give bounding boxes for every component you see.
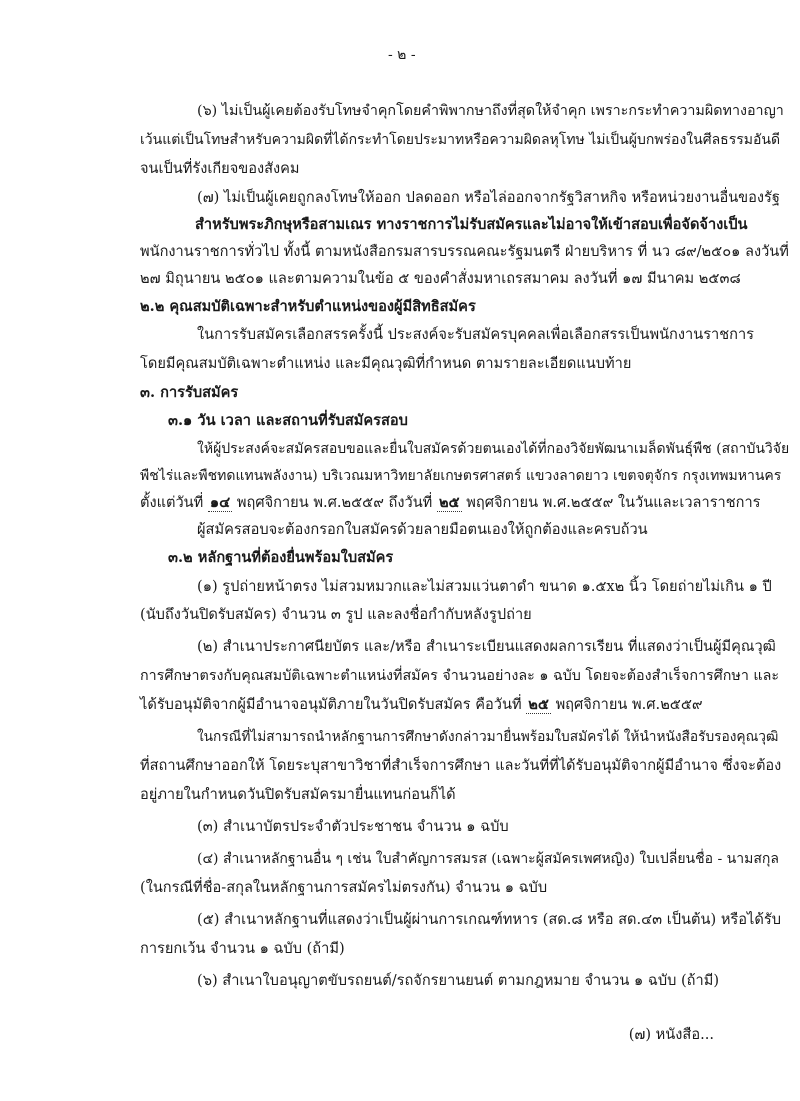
item-1-line-1: (๑) รูปถ่ายหน้าตรง ไม่สวมหมวกและไม่สวมแว่นตาดำ ขนาด ๑.๕x๒ นิ้ว โดยถ่ายไม่เกิน ๑ ปี xyxy=(197,578,772,595)
note-line-3: อยู่ภายในกำหนดวันปิดรับสมัครมายื่นแทนก่อนก็ได้ xyxy=(140,786,456,803)
item-1-line-2: (นับถึงวันปิดรับสมัคร) จำนวน ๓ รูป และลงชื่อกำกับหลังรูปถ่าย xyxy=(140,606,532,623)
item-2-1-7-line-2: สำหรับพระภิกษุหรือสามเณร ทางราชการไม่รับสมัครและไม่อาจให้เข้าสอบเพื่อจัดจ้างเป็น xyxy=(195,216,748,233)
item-2-line-1: (๒) สำเนาประกาศนียบัตร และ/หรือ สำเนาระเบียนแสดงผลการเรียน ที่แสดงว่าเป็นผู้มีคุณวุฒิ xyxy=(197,638,776,655)
date-to: ๒๕ xyxy=(438,494,460,511)
section-3-1-line-2: พืชไร่และพืชทดแทนพลังงาน) บริเวณมหาวิทยาลัยเกษตรศาสตร์ แขวงลาดยาว เขตจตุจักร กรุงเทพมหานคร xyxy=(140,468,782,484)
item-5-line-2: การยกเว้น จำนวน ๑ ฉบับ (ถ้ามี) xyxy=(140,940,345,957)
note-line-2: ที่สถานศึกษาออกให้ โดยระบุสาขาวิชาที่สำเร็จการศึกษา และวันที่ที่ได้รับอนุมัติจากผู้มีอำนาจ ซึ่งจะต้อง xyxy=(140,757,782,774)
line-3-suffix: พฤศจิกายน พ.ศ.๒๕๕๙ ในวันและเวลาราชการ xyxy=(466,494,761,511)
item-6: (๖) สำเนาใบอนุญาตขับรถยนต์/รถจักรยานยนต์ ตามกฎหมาย จำนวน ๑ ฉบับ (ถ้ามี) xyxy=(197,972,720,989)
closing-date: ๒๕ xyxy=(528,696,549,713)
item-3: (๓) สำเนาบัตรประจำตัวประชาชน จำนวน ๑ ฉบับ xyxy=(197,818,509,835)
item-2-1-7-line-1: (๗) ไม่เป็นผู้เคยถูกลงโทษให้ออก ปลดออก หรือไล่ออกจากรัฐวิสาหกิจ หรือหน่วยงานอื่นของรัฐ xyxy=(197,189,780,206)
section-3-1-line-3 xyxy=(140,494,761,512)
section-2-2-heading: ๒.๒ คุณสมบัติเฉพาะสำหรับตำแหน่งของผู้มีสิทธิสมัคร xyxy=(140,298,476,315)
item-2-1-6-line-1: (๖) ไม่เป็นผู้เคยต้องรับโทษจำคุกโดยคำพิพากษาถึงที่สุดให้จำคุก เพราะกระทำความผิดทางอาญา xyxy=(197,103,784,119)
date-from: ๑๔ xyxy=(209,494,231,511)
section-3-1-line-1: ให้ผู้ประสงค์จะสมัครสอบขอและยื่นใบสมัครด้วยตนเองได้ที่กองวิจัยพัฒนาเมล็ดพันธุ์พืช (สถาบันวิจัย xyxy=(197,441,790,457)
item-4-line-1: (๔) สำเนาหลักฐานอื่น ๆ เช่น ใบสำคัญการสมรส (เฉพาะผู้สมัครเพศหญิง) ใบเปลี่ยนชื่อ - นามสกุล xyxy=(197,851,779,867)
section-2-2-line-2: โดยมีคุณสมบัติเฉพาะตำแหน่ง และมีคุณวุฒิที่กำหนด ตามรายละเอียดแนบท้าย xyxy=(140,355,632,372)
section-2-2-line-1: ในการรับสมัครเลือกสรรครั้งนี้ ประสงค์จะรับสมัครบุคคลเพื่อเลือกสรรเป็นพนักงานราชการ xyxy=(197,326,754,343)
item-2-1-6-line-3: จนเป็นที่รังเกียจของสังคม xyxy=(140,160,300,177)
line-3-prefix: ตั้งแต่วันที่ xyxy=(140,494,204,511)
item-2-line-3 xyxy=(140,696,703,714)
item-2-line-3-suffix: พฤศจิกายน พ.ศ.๒๕๕๙ xyxy=(555,696,703,713)
item-2-line-2: การศึกษาตรงกับคุณสมบัติเฉพาะตำแหน่งที่สมัคร จำนวนอย่างละ ๑ ฉบับ โดยจะต้องสำเร็จการศึกษา และ xyxy=(140,668,780,684)
section-3-1-heading: ๓.๑ วัน เวลา และสถานที่รับสมัครสอบ xyxy=(168,412,408,429)
item-2-1-7-line-4: ๒๗ มิถุนายน ๒๕๐๑ และตามความในข้อ ๕ ของคำสั่งมหาเถรสมาคม ลงวันที่ ๑๗ มีนาคม ๒๕๓๘ xyxy=(140,270,741,287)
item-4-line-2: (ในกรณีที่ชื่อ-สกุลในหลักฐานการสมัครไม่ตรงกัน) จำนวน ๑ ฉบับ xyxy=(140,879,548,896)
page-number: - ๒ - xyxy=(388,47,416,63)
continuation-marker: (๗) หนังสือ... xyxy=(628,1026,714,1043)
item-2-line-3-prefix: ได้รับอนุมัติจากผู้มีอำนาจอนุมัติภายในวันปิดรับสมัคร คือวันที่ xyxy=(140,696,522,713)
line-3-middle: พฤศจิกายน พ.ศ.๒๕๕๙ ถึงวันที่ xyxy=(236,494,433,511)
note-line-1: ในกรณีที่ไม่สามารถนำหลักฐานการศึกษาดังกล่าวมายื่นพร้อมใบสมัครได้ ให้นำหนังสือรับรองคุณวุฒิ xyxy=(197,729,779,745)
item-5-line-1: (๕) สำเนาหลักฐานที่แสดงว่าเป็นผู้ผ่านการเกณฑ์ทหาร (สด.๘ หรือ สด.๔๓ เป็นต้น) หรือได้รับ xyxy=(197,911,781,928)
item-2-1-6-line-2: เว้นแต่เป็นโทษสำหรับความผิดที่ได้กระทำโดยประมาทหรือความผิดลหุโทษ ไม่เป็นผู้บกพร่องในศีลธรรมอันดี xyxy=(140,132,781,148)
item-2-1-7-line-3: พนักงานราชการทั่วไป ทั้งนี้ ตามหนังสือกรมสารบรรณคณะรัฐมนตรี ฝ่ายบริหาร ที่ นว ๘๙/๒๕๐๑ ลงวันที่ xyxy=(140,243,789,260)
section-3-heading: ๓. การรับสมัคร xyxy=(140,384,239,401)
section-3-1-line-4: ผู้สมัครสอบจะต้องกรอกใบสมัครด้วยลายมือตนเองให้ถูกต้องและครบถ้วน xyxy=(197,521,648,538)
section-3-2-heading: ๓.๒ หลักฐานที่ต้องยื่นพร้อมใบสมัคร xyxy=(168,549,394,566)
